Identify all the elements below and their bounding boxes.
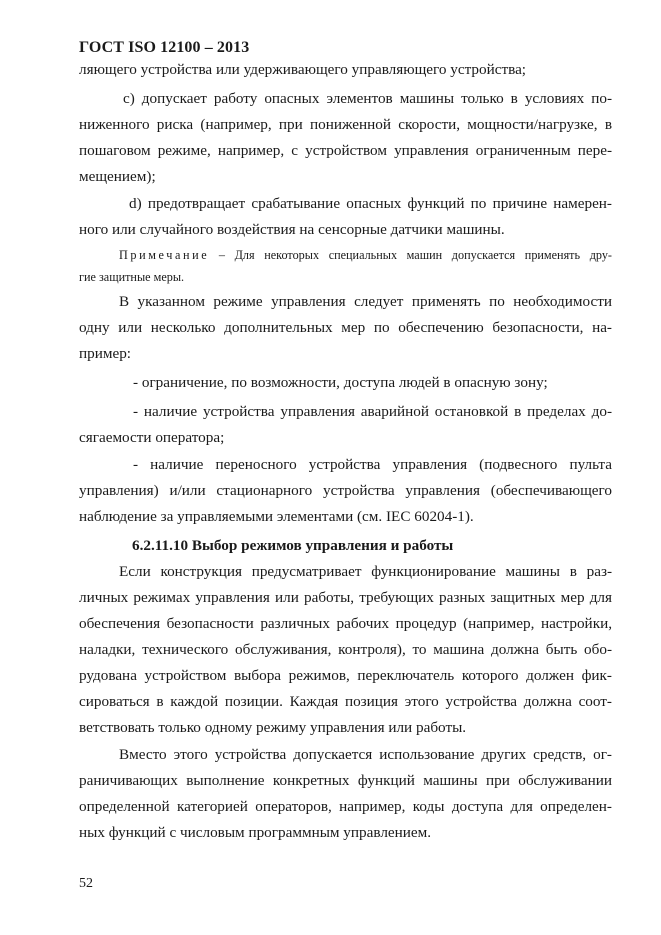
text-line: сироваться в каждой позиции. Каждая позиция этого устройства должна соот- [79,693,612,710]
text-line: сягаемости оператора; [79,429,225,446]
text-line: мещением); [79,168,156,185]
text-line: Если конструкция предусматривает функционирование машины в раз- [119,563,612,580]
list-item: - наличие устройства управления аварийной остановкой в пределах до- [133,403,612,420]
text-line: c) допускает работу опасных элементов машины только в условиях по- [123,90,612,107]
text-line: пошаговом режиме, например, с устройством управления ограниченным пере- [79,142,612,159]
note-line: гие защитные меры. [79,270,185,284]
text-line: В указанном режиме управления следует применять по необходимости [119,293,612,310]
text-line: раничивающих выполнение конкретных функций машины при обслуживании [79,772,612,789]
list-item: - ограничение, по возможности, доступа людей в опасную зону; [133,374,548,391]
text-line: ниженного риска (например, при пониженной скорости, мощности/нагрузке, в [79,116,612,133]
page-number: 52 [79,876,93,891]
text-line: определенной категорией операторов, например, коды доступа для определен- [79,798,612,815]
text-line: ного или случайного воздействия на сенсорные датчики машины. [79,221,505,238]
note-label: Примечание [119,248,210,262]
text-line: d) предотвращает срабатывание опасных функций по причине намерен- [129,195,612,212]
list-item: - наличие переносного устройства управления (подвесного пульта [133,456,612,473]
document-header: ГОСТ ISO 12100 – 2013 [79,39,250,56]
text-line: пример: [79,345,132,362]
text-line: ных функций с числовым программным управлением. [79,824,432,841]
text-line: личных режимах управления или работы, требующих разных защитных мер для [79,589,612,606]
text-line: наблюдение за управляемыми элементами (см. IEC 60204-1). [79,508,474,525]
text-line: ветствовать только одному режиму управления или работы. [79,719,467,736]
text-line: одну или несколько дополнительных мер по обеспечению безопасности, на- [79,319,612,336]
text-line: управления) и/или стационарного устройства управления (обеспечивающего [79,482,612,499]
section-title: 6.2.11.10 Выбор режимов управления и работы [132,537,454,554]
note-line [79,245,612,265]
text-line: ляющего устройства или удерживающего управляющего устройства; [79,61,527,78]
note-text: – Для некоторых специальных машин допускается применять дру- [209,248,612,262]
text-line: наладки, технического обслуживания, контроля), то машина должна быть обо- [79,641,612,658]
text-line: обеспечения безопасности различных рабочих процедур (например, настройки, [79,615,612,632]
text-line: Вместо этого устройства допускается использование других средств, ог- [119,746,612,763]
text-line: рудована устройством выбора режимов, переключатель которого должен фик- [79,667,612,684]
